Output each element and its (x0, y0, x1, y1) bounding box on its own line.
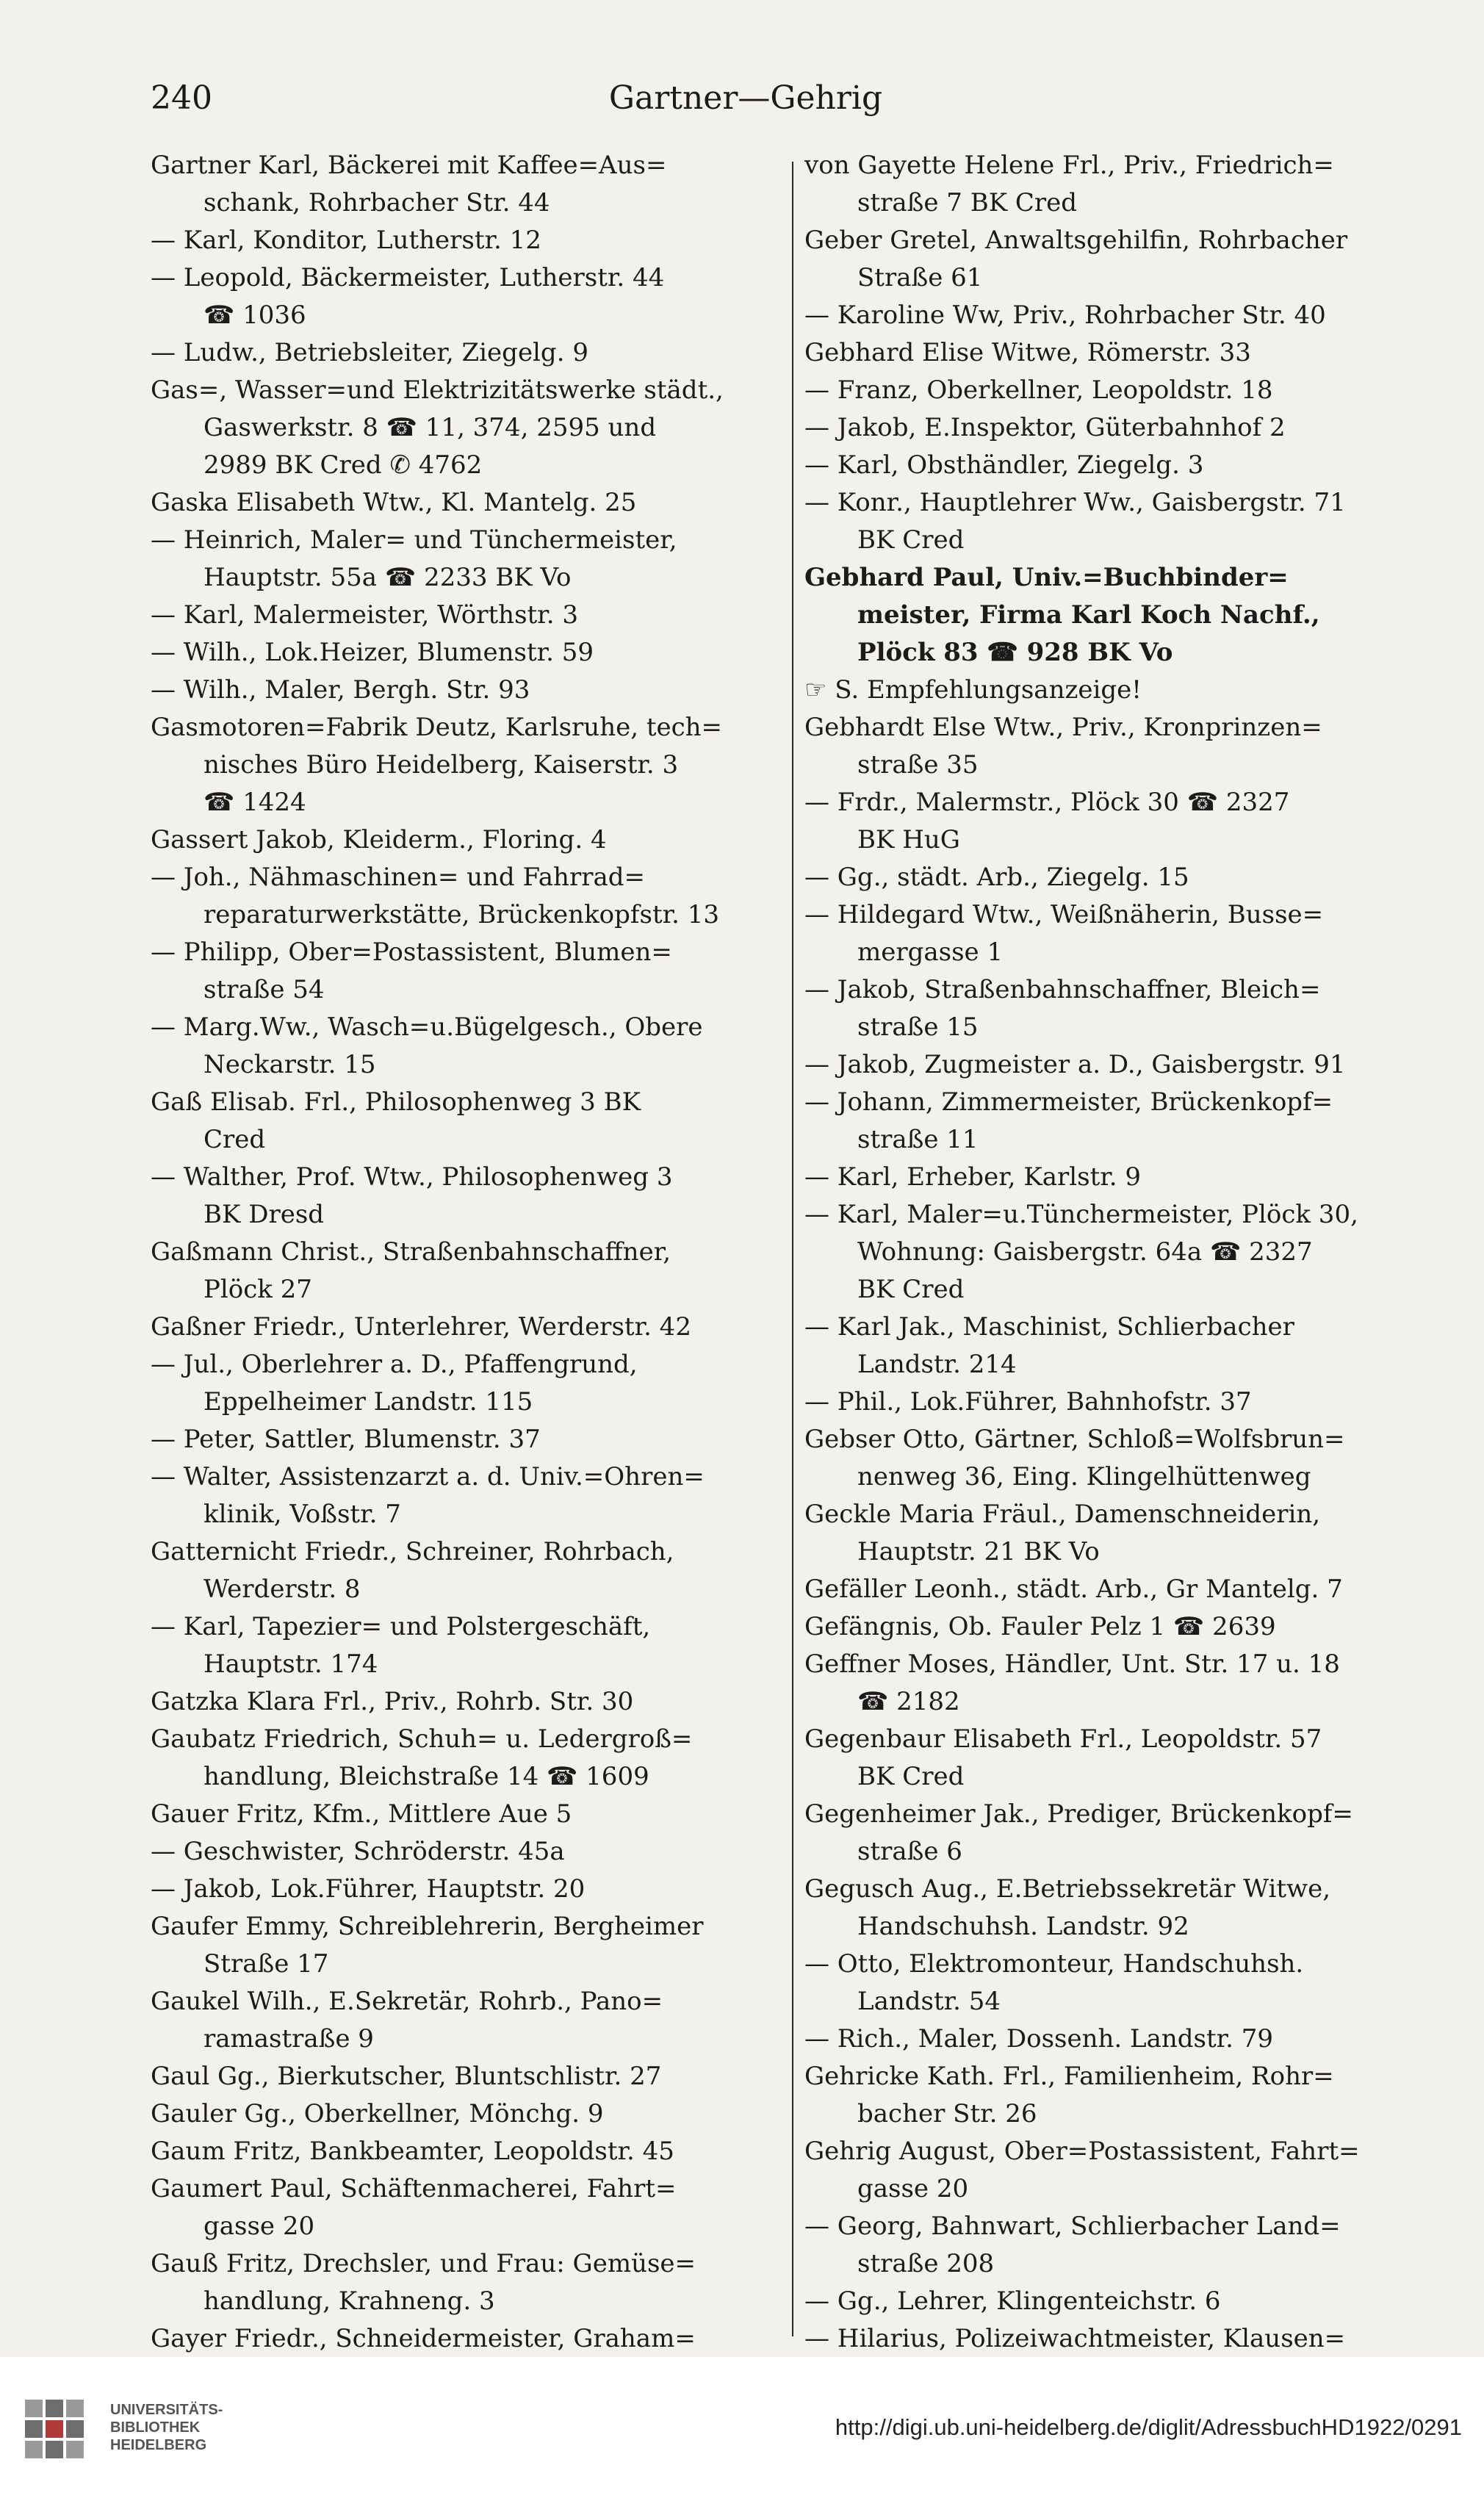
entry-line: 2989 BK Cred ✆ 4762 (203, 450, 483, 480)
entry-line: Gaßmann Christ., Straßenbahnschaffner, (151, 1237, 671, 1267)
column-divider (792, 162, 793, 2336)
directory-entry (804, 2020, 1427, 2058)
entry-line: Gaubatz Friedrich, Schuh= u. Ledergroß= (151, 1724, 693, 1754)
directory-entry (804, 784, 1427, 859)
directory-entry (804, 859, 1427, 896)
directory-entry (151, 372, 774, 484)
entry-line: Gauler Gg., Oberkellner, Mönchg. 9 (151, 2099, 604, 2128)
entry-line: — Peter, Sattler, Blumenstr. 37 (151, 1425, 541, 1454)
entry-line: Plöck 27 (203, 1275, 312, 1304)
entry-line: — Philipp, Ober=Postassistent, Blumen= (151, 938, 672, 967)
entry-line: Gebhard Paul, Univ.=Buchbinder= (804, 563, 1289, 592)
entry-line: Gebhard Elise Witwe, Römerstr. 33 (804, 338, 1251, 367)
entry-line: — Walter, Assistenzarzt a. d. Univ.=Ohren= (151, 1462, 705, 1491)
entry-line: Gayer Friedr., Schneidermeister, Graham= (151, 2324, 696, 2353)
entry-line: Eppelheimer Landstr. 115 (203, 1387, 533, 1417)
directory-entry (151, 1234, 774, 1309)
entry-line: Gatzka Klara Frl., Priv., Rohrb. Str. 30 (151, 1687, 634, 1716)
directory-entry (151, 2095, 774, 2133)
directory-entry (151, 1458, 774, 1533)
entry-line: Gasmotoren=Fabrik Deutz, Karlsruhe, tech= (151, 713, 723, 742)
directory-entry (804, 484, 1427, 559)
entry-line: handlung, Bleichstraße 14 ☎ 1609 (203, 1762, 649, 1791)
entry-line: Gebhardt Else Wtw., Priv., Kronprinzen= (804, 713, 1322, 742)
entry-line: reparaturwerkstätte, Brückenkopfstr. 13 (203, 900, 719, 929)
entry-line: meister, Firma Karl Koch Nachf., (857, 600, 1320, 630)
entry-line: Handschuhsh. Landstr. 92 (857, 1912, 1189, 1941)
entry-line: — Rich., Maler, Dossenh. Landstr. 79 (804, 2024, 1274, 2054)
entry-line: — Geschwister, Schröderstr. 45a (151, 1837, 565, 1866)
entry-line: Gaukel Wilh., E.Sekretär, Rohrb., Pano= (151, 1987, 663, 2016)
directory-entry (804, 1946, 1427, 2020)
entry-line: — Otto, Elektromonteur, Handschuhsh. (804, 1949, 1304, 1979)
entry-line: Gauß Fritz, Drechsler, und Frau: Gemüse= (151, 2249, 696, 2278)
entry-line: — Hildegard Wtw., Weißnäherin, Busse= (804, 900, 1324, 929)
entry-line: straße 7 BK Cred (857, 188, 1078, 217)
directory-entry (804, 709, 1427, 784)
entry-line: — Gg., städt. Arb., Ziegelg. 15 (804, 863, 1189, 892)
entry-line: — Jakob, Straßenbahnschaffner, Bleich= (804, 975, 1321, 1004)
directory-entry (151, 334, 774, 372)
entry-line: bacher Str. 26 (857, 2099, 1037, 2128)
entry-line: ramastraße 9 (203, 2024, 374, 2054)
entry-line: — Georg, Bahnwart, Schlierbacher Land= (804, 2212, 1341, 2241)
directory-entry (151, 2058, 774, 2095)
entry-line: nisches Büro Heidelberg, Kaiserstr. 3 (203, 750, 679, 780)
directory-entry (804, 1571, 1427, 1608)
entry-line: Cred (203, 1125, 266, 1154)
right-column (804, 147, 1427, 2395)
entry-line: Gefängnis, Ob. Fauler Pelz 1 ☎ 2639 (804, 1612, 1276, 1641)
entry-line: klinik, Voßstr. 7 (203, 1500, 401, 1529)
entry-line: Gefäller Leonh., städt. Arb., Gr Mantelg. 7 (804, 1575, 1343, 1604)
entry-line: Landstr. 214 (857, 1350, 1017, 1379)
entry-line: Gegenheimer Jak., Prediger, Brückenkopf= (804, 1799, 1353, 1829)
entry-line: Gebser Otto, Gärtner, Schloß=Wolfsbrun= (804, 1425, 1345, 1454)
page-number: 240 (151, 79, 212, 117)
directory-entry (804, 297, 1427, 334)
directory-entry (151, 1084, 774, 1159)
directory-entry (804, 2133, 1427, 2208)
directory-entry (151, 1683, 774, 1721)
entry-line: Gauer Fritz, Kfm., Mittlere Aue 5 (151, 1799, 572, 1829)
library-name (110, 2401, 223, 2454)
entry-line: Gaul Gg., Bierkutscher, Bluntschlistr. 27 (151, 2062, 662, 2091)
entry-line: — Walther, Prof. Wtw., Philosophenweg 3 (151, 1162, 673, 1192)
entry-line: — Karl, Erheber, Karlstr. 9 (804, 1162, 1142, 1192)
directory-entry (804, 447, 1427, 484)
directory-entry (804, 896, 1427, 971)
entry-line: Gartner Karl, Bäckerei mit Kaffee=Aus= (151, 151, 667, 180)
entry-line: Gaß Elisab. Frl., Philosophenweg 3 BK (151, 1087, 641, 1117)
entry-line: Geckle Maria Fräul., Damenschneiderin, (804, 1500, 1321, 1529)
directory-entry (151, 1421, 774, 1458)
entry-line: Straße 61 (857, 263, 983, 292)
entry-line: straße 6 (857, 1837, 962, 1866)
entry-line: Werderstr. 8 (203, 1575, 361, 1604)
library-logo-mark-icon (21, 2385, 101, 2473)
directory-entry (804, 372, 1427, 409)
entry-line: Gaum Fritz, Bankbeamter, Leopoldstr. 45 (151, 2137, 674, 2166)
entry-line: — Jakob, Zugmeister a. D., Gaisbergstr. 91 (804, 1050, 1346, 1079)
directory-entry (804, 1796, 1427, 1871)
entry-line: — Konr., Hauptlehrer Ww., Gaisbergstr. 71 (804, 488, 1346, 517)
entry-line: Gaumert Paul, Schäftenmacherei, Fahrt= (151, 2174, 677, 2203)
entry-line: — Frdr., Malermstr., Plöck 30 ☎ 2327 (804, 788, 1290, 817)
directory-entry (804, 971, 1427, 1046)
entry-line: Gatternicht Friedr., Schreiner, Rohrbach, (151, 1537, 674, 1566)
entry-line: Gassert Jakob, Kleiderm., Floring. 4 (151, 825, 607, 854)
entry-line: — Karl, Malermeister, Wörthstr. 3 (151, 600, 578, 630)
directory-entry (151, 1009, 774, 1084)
entry-line: — Gg., Lehrer, Klingenteichstr. 6 (804, 2286, 1221, 2316)
directory-entry (804, 1084, 1427, 1159)
entry-line: — Karl Jak., Maschinist, Schlierbacher (804, 1312, 1294, 1342)
entry-line: ☞ S. Empfehlungsanzeige! (804, 675, 1142, 705)
directory-entry (804, 2058, 1427, 2133)
entry-line: — Karl, Maler=u.Tünchermeister, Plöck 30, (804, 1200, 1358, 1229)
directory-entry (151, 484, 774, 522)
entry-line: — Ludw., Betriebsleiter, Ziegelg. 9 (151, 338, 588, 367)
directory-entry (804, 1046, 1427, 1084)
entry-line: Gas=, Wasser=und Elektrizitätswerke städt., (151, 375, 724, 405)
entry-line: von Gayette Helene Frl., Priv., Friedrich= (804, 151, 1334, 180)
entry-line: straße 11 (857, 1125, 979, 1154)
entry-line: gasse 20 (857, 2174, 969, 2203)
directory-entry (151, 1796, 774, 1833)
directory-entry (804, 1721, 1427, 1796)
directory-entry (151, 2133, 774, 2170)
entry-line: Geber Gretel, Anwaltsgehilfin, Rohrbacher (804, 226, 1348, 255)
entry-line: Plöck 83 ☎ 928 BK Vo (857, 638, 1173, 667)
directory-entry (151, 522, 774, 597)
directory-entry (151, 2245, 774, 2320)
directory-entry (151, 672, 774, 709)
entry-line: — Karl, Obsthändler, Ziegelg. 3 (804, 450, 1204, 480)
directory-entry (151, 1721, 774, 1796)
entry-line: Gaßner Friedr., Unterlehrer, Werderstr. 42 (151, 1312, 691, 1342)
entry-line: — Johann, Zimmermeister, Brückenkopf= (804, 1087, 1333, 1117)
directory-entry (151, 222, 774, 259)
entry-line: straße 15 (857, 1012, 979, 1042)
entry-line: BK Cred (857, 525, 965, 555)
directory-entry (804, 1496, 1427, 1571)
entry-line: Straße 17 (203, 1949, 329, 1979)
directory-entry (151, 1159, 774, 1234)
directory-entry (151, 1908, 774, 1983)
entry-line: — Wilh., Lok.Heizer, Blumenstr. 59 (151, 638, 594, 667)
entry-line: Geffner Moses, Händler, Unt. Str. 17 u. 18 (804, 1649, 1340, 1679)
entry-line: ☎ 2182 (857, 1687, 960, 1716)
directory-entry (151, 1533, 774, 1608)
entry-line: Wohnung: Gaisbergstr. 64a ☎ 2327 (857, 1237, 1313, 1267)
entry-line: — Karoline Ww, Priv., Rohrbacher Str. 40 (804, 301, 1326, 330)
entry-line: Gaswerkstr. 8 ☎ 11, 374, 2595 und (203, 413, 657, 442)
library-name-line: BIBLIOTHEK (110, 2419, 201, 2436)
entry-line: Landstr. 54 (857, 1987, 1001, 2016)
entry-line: — Franz, Oberkellner, Leopoldstr. 18 (804, 375, 1273, 405)
entry-line: Gegusch Aug., E.Betriebssekretär Witwe, (804, 1874, 1331, 1904)
entry-line: Gehricke Kath. Frl., Familienheim, Rohr= (804, 2062, 1334, 2091)
directory-entry (151, 634, 774, 672)
directory-entry (151, 597, 774, 634)
entry-line: straße 35 (857, 750, 979, 780)
entry-line: BK HuG (857, 825, 960, 854)
entry-line: Gaska Elisabeth Wtw., Kl. Mantelg. 25 (151, 488, 637, 517)
directory-entry (151, 709, 774, 821)
entry-line: straße 208 (857, 2249, 995, 2278)
entry-line: Hauptstr. 174 (203, 1649, 378, 1679)
library-name-line: HEIDELBERG (110, 2437, 207, 2453)
directory-entry (804, 559, 1427, 672)
entry-line: Neckarstr. 15 (203, 1050, 376, 1079)
entry-line: nenweg 36, Eing. Klingelhüttenweg (857, 1462, 1311, 1491)
entry-line: gasse 20 (203, 2212, 315, 2241)
entry-line: handlung, Krahneng. 3 (203, 2286, 495, 2316)
left-column (151, 147, 774, 2395)
entry-line: schank, Rohrbacher Str. 44 (203, 188, 550, 217)
entry-line: mergasse 1 (857, 938, 1004, 967)
entry-line: ☎ 1036 (203, 301, 306, 330)
directory-entry (804, 1383, 1427, 1421)
entry-line: — Heinrich, Maler= und Tünchermeister, (151, 525, 677, 555)
directory-entry (151, 1346, 774, 1421)
directory-entry (151, 1983, 774, 2058)
footer-bar (0, 2357, 1484, 2501)
entry-line: Hauptstr. 55a ☎ 2233 BK Vo (203, 563, 572, 592)
directory-entry (151, 1871, 774, 1908)
source-url-link[interactable]: http://digi.ub.uni-heidelberg.de/diglit/AdressbuchHD1922/0291 (835, 2414, 1462, 2440)
directory-entry (151, 1833, 774, 1871)
directory-entry (804, 672, 1427, 709)
directory-entry (804, 1608, 1427, 1646)
entry-line: ☎ 1424 (203, 788, 306, 817)
entry-line: Gehrig August, Ober=Postassistent, Fahrt= (804, 2137, 1360, 2166)
running-head: Gartner—Gehrig (608, 79, 883, 117)
directory-entry (804, 2208, 1427, 2283)
directory-entry (151, 859, 774, 934)
library-name-line: UNIVERSITÄTS- (110, 2402, 223, 2418)
directory-entry (151, 1608, 774, 1683)
entry-line: — Jakob, Lok.Führer, Hauptstr. 20 (151, 1874, 586, 1904)
directory-entry (804, 1871, 1427, 1946)
directory-entry (804, 222, 1427, 297)
entry-line: BK Cred (857, 1762, 965, 1791)
entry-line: BK Dresd (203, 1200, 325, 1229)
entry-line: — Wilh., Maler, Bergh. Str. 93 (151, 675, 530, 705)
directory-entry (151, 934, 774, 1009)
directory-entry (804, 147, 1427, 222)
directory-entry (804, 2283, 1427, 2320)
directory-entry (804, 334, 1427, 372)
library-logo[interactable] (21, 2385, 223, 2473)
directory-entry (151, 147, 774, 222)
entry-line: straße 54 (203, 975, 325, 1004)
entry-line: — Jakob, E.Inspektor, Güterbahnhof 2 (804, 413, 1286, 442)
entry-line: BK Cred (857, 1275, 965, 1304)
directory-entry (804, 409, 1427, 447)
directory-entry (151, 1309, 774, 1346)
entry-line: — Karl, Konditor, Lutherstr. 12 (151, 226, 541, 255)
entry-line: — Marg.Ww., Wasch=u.Bügelgesch., Obere (151, 1012, 703, 1042)
entry-line: Gegenbaur Elisabeth Frl., Leopoldstr. 57 (804, 1724, 1322, 1754)
entry-line: Gaufer Emmy, Schreiblehrerin, Bergheimer (151, 1912, 704, 1941)
page-header (151, 79, 1341, 131)
directory-entry (151, 2170, 774, 2245)
entry-line: — Phil., Lok.Führer, Bahnhofstr. 37 (804, 1387, 1252, 1417)
entry-line: — Leopold, Bäckermeister, Lutherstr. 44 (151, 263, 665, 292)
entry-line: — Hilarius, Polizeiwachtmeister, Klausen= (804, 2324, 1346, 2353)
directory-entry (804, 1196, 1427, 1309)
entry-line: — Jul., Oberlehrer a. D., Pfaffengrund, (151, 1350, 638, 1379)
directory-entry (151, 259, 774, 334)
entry-line: — Karl, Tapezier= und Polstergeschäft, (151, 1612, 651, 1641)
directory-entry (804, 1646, 1427, 1721)
directory-entry (804, 1421, 1427, 1496)
directory-entry (804, 1159, 1427, 1196)
directory-entry (151, 821, 774, 859)
directory-entry (804, 1309, 1427, 1383)
entry-line: Hauptstr. 21 BK Vo (857, 1537, 1100, 1566)
entry-line: — Joh., Nähmaschinen= und Fahrrad= (151, 863, 645, 892)
